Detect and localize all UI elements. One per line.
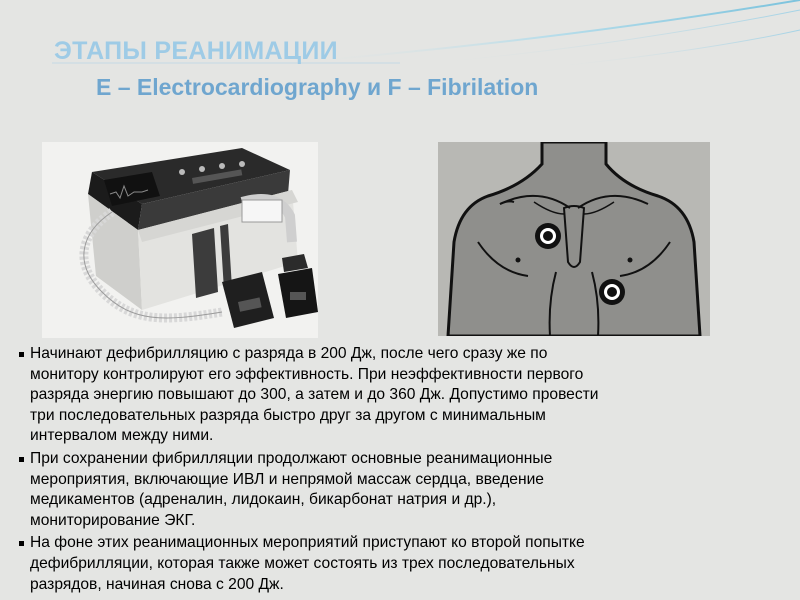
slide-title: ЭТАПЫ РЕАНИМАЦИИ (54, 37, 338, 65)
chest-illustration (438, 142, 710, 336)
paragraph-line: монитору контролируют его эффективность. При неэффективности первого (30, 365, 584, 383)
slide-subtitle: E – Electrocardiography и F – Fibrilation (96, 74, 539, 100)
chest-electrode-drawing (438, 142, 710, 336)
paragraph-line: интервалом между ними. (30, 427, 214, 445)
defibrillator-photo (42, 142, 318, 338)
paragraph-line: три последовательных разряда быстро друг за другом с минимальным (30, 406, 546, 424)
bullet-paragraph-2 (18, 449, 778, 531)
paragraph-line: дефибрилляции, которая также может состоять из трех последовательных (30, 554, 575, 572)
paragraph-line: разряда энергию повышают до 300, а затем и до 360 Дж. Допустимо провести (30, 386, 599, 404)
paragraph-line: медикаментов (адреналин, лидокаин, бикарбонат натрия и др.), (30, 491, 497, 509)
paragraph-line: разрядов, начиная снова с 200 Дж. (30, 575, 284, 593)
paragraph-line: Начинают дефибрилляцию с разряда в 200 Дж, после чего сразу же по (30, 345, 548, 362)
paragraph-line: мероприятия, включающие ИВЛ и непрямой массаж сердца, введение (30, 470, 544, 488)
paragraph-line: мониторирование ЭКГ. (30, 511, 196, 529)
defibrillator-illustration (42, 142, 318, 338)
bullet-icon (19, 457, 24, 462)
bullet-icon (19, 352, 24, 357)
paragraph-line: На фоне этих реанимационных мероприятий приступают ко второй попытке (30, 534, 585, 552)
paragraph-line: При сохранении фибрилляции продолжают основные реанимационные (30, 449, 553, 467)
bullet-paragraph-1 (18, 344, 778, 447)
body-text (18, 344, 778, 597)
bullet-icon (19, 541, 24, 546)
bullet-paragraph-3 (18, 533, 778, 595)
